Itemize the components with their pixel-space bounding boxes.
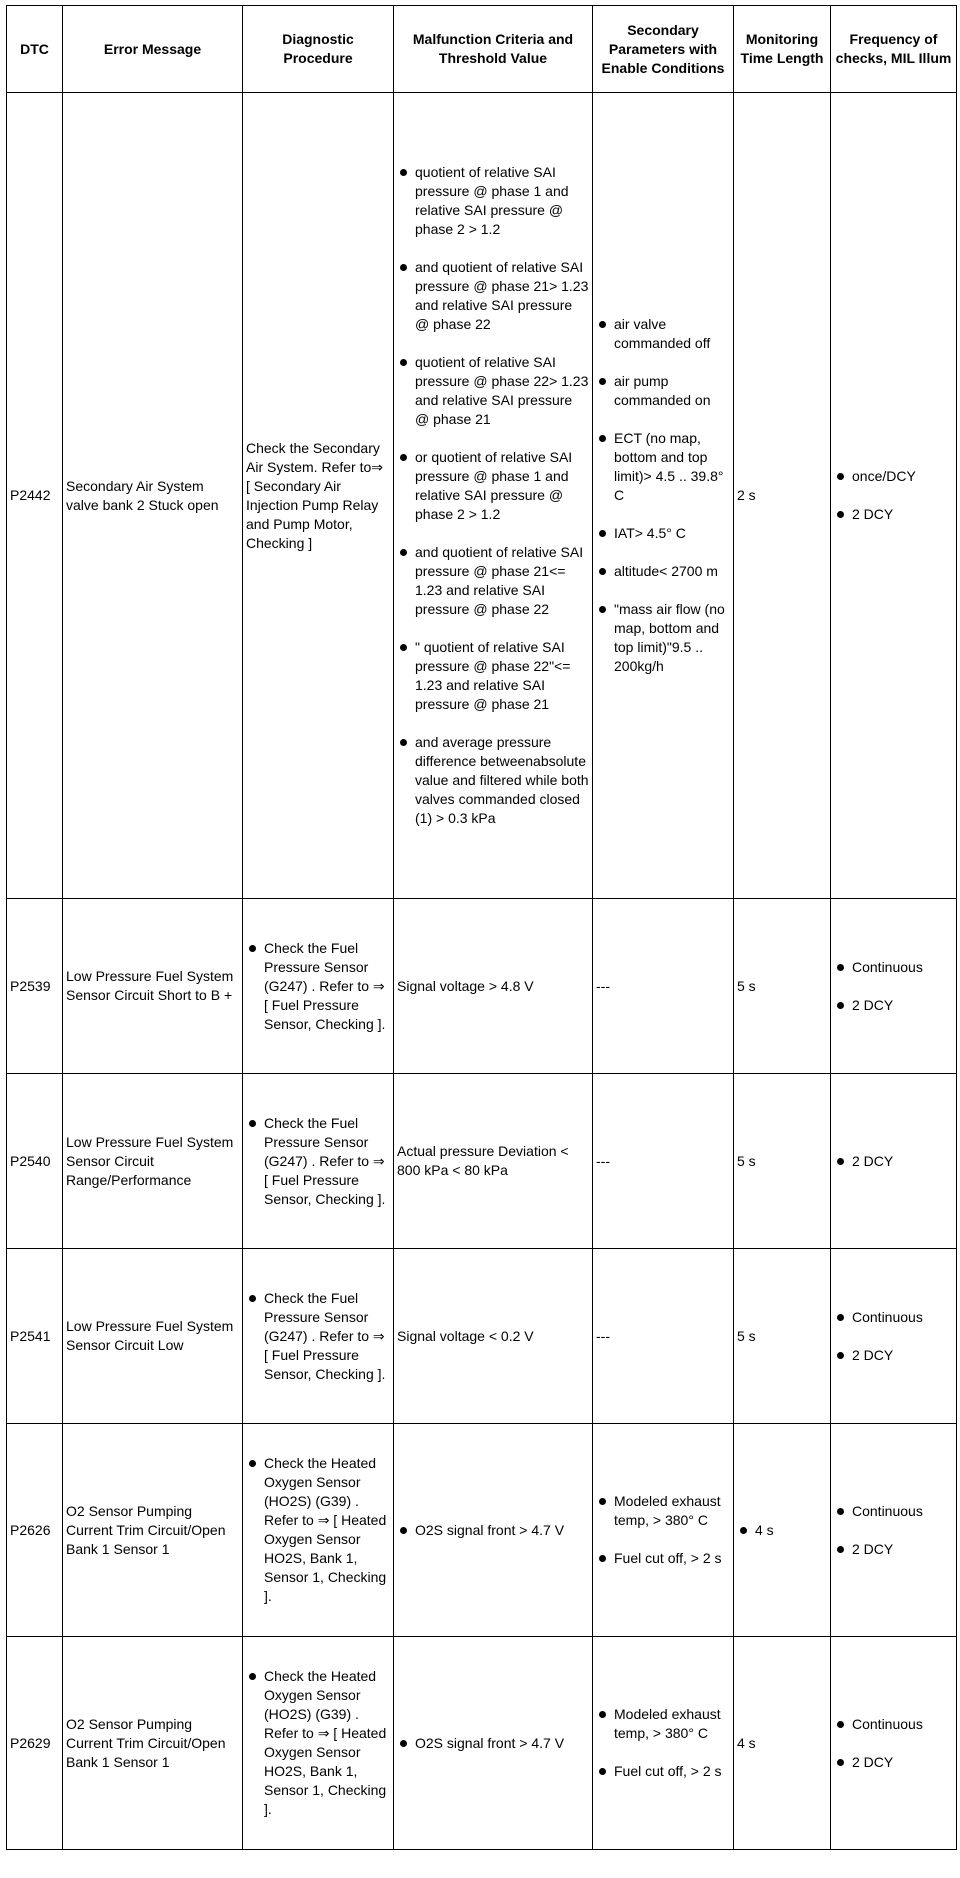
dtc-code: P2626 [7,1424,63,1637]
dtc-code: P2540 [7,1074,63,1249]
malfunction-criteria: Actual pressure Deviation < 800 kPa < 80 kPa [394,1074,593,1249]
list-item: and quotient of relative SAI pressure @ phase 21> 1.23 and relative SAI pressure @ phase 22 [397,258,589,334]
diagnostic-procedure-list [246,939,390,1034]
frequency [831,1424,957,1637]
dtc-code: P2541 [7,1249,63,1424]
list-item: 2 DCY [834,1753,953,1772]
error-message: O2 Sensor Pumping Current Trim Circuit/Open Bank 1 Sensor 1 [63,1637,243,1850]
list-item: Continuous [834,1502,953,1521]
diagnostic-procedure-list [246,1114,390,1209]
list-item: air valve commanded off [596,315,730,353]
diagnostic-procedure-list [246,1289,390,1384]
frequency [831,899,957,1074]
frequency-list [834,467,953,524]
list-item: or quotient of relative SAI pressure @ phase 1 and relative SAI pressure @ phase 2 > 1.2 [397,448,589,524]
dtc-code: P2539 [7,899,63,1074]
diagnostic-procedure [243,1074,394,1249]
secondary-parameters-list [596,1492,730,1568]
malfunction-criteria-list [397,1521,589,1540]
list-item: Modeled exhaust temp, > 380° C [596,1492,730,1530]
secondary-parameters [593,93,734,899]
monitoring-time [734,1424,831,1637]
list-item: and average pressure difference betweenabsolute value and filtered while both valves commanded closed (1) > 0.3 kPa [397,733,589,828]
frequency-list [834,1308,953,1365]
malfunction-criteria [394,1637,593,1850]
frequency-list [834,958,953,1015]
error-message: Low Pressure Fuel System Sensor Circuit Short to B + [63,899,243,1074]
diagnostic-procedure [243,1249,394,1424]
header-diagnostic-procedure: Diagnostic Procedure [243,6,394,93]
list-item: 2 DCY [834,996,953,1015]
table-row [7,899,957,1074]
malfunction-criteria: Signal voltage > 4.8 V [394,899,593,1074]
list-item: quotient of relative SAI pressure @ phase 22> 1.23 and relative SAI pressure @ phase 21 [397,353,589,429]
list-item: ECT (no map, bottom and top limit)> 4.5 .. 39.8° C [596,429,730,505]
list-item: IAT> 4.5° C [596,524,730,543]
frequency-list [834,1152,953,1171]
list-item: Check the Fuel Pressure Sensor (G247) . Refer to ⇒ [ Fuel Pressure Sensor, Checking ]. [246,1114,390,1209]
list-item: Continuous [834,958,953,977]
malfunction-criteria [394,93,593,899]
list-item: altitude< 2700 m [596,562,730,581]
list-item: 2 DCY [834,1152,953,1171]
diagnostic-procedure [243,1637,394,1850]
list-item: Fuel cut off, > 2 s [596,1549,730,1568]
header-monitoring-time: Monitoring Time Length [734,6,831,93]
monitoring-time-list [737,1521,827,1540]
secondary-parameters: --- [593,1074,734,1249]
list-item: and quotient of relative SAI pressure @ phase 21<= 1.23 and relative SAI pressure @ phase 22 [397,543,589,619]
frequency [831,93,957,899]
frequency-list [834,1715,953,1772]
list-item: Check the Fuel Pressure Sensor (G247) . Refer to ⇒ [ Fuel Pressure Sensor, Checking ]. [246,1289,390,1384]
header-row [7,6,957,93]
frequency-list [834,1502,953,1559]
list-item: Continuous [834,1715,953,1734]
error-message: Low Pressure Fuel System Sensor Circuit Range/Performance [63,1074,243,1249]
header-error-message: Error Message [63,6,243,93]
diagnostic-procedure [243,1424,394,1637]
list-item: Modeled exhaust temp, > 380° C [596,1705,730,1743]
secondary-parameters: --- [593,899,734,1074]
list-item: 4 s [737,1521,827,1540]
header-dtc: DTC [7,6,63,93]
dtc-code: P2629 [7,1637,63,1850]
malfunction-criteria-list [397,163,589,828]
list-item: air pump commanded on [596,372,730,410]
list-item: Continuous [834,1308,953,1327]
monitoring-time: 5 s [734,1074,831,1249]
list-item: Check the Fuel Pressure Sensor (G247) . Refer to ⇒ [ Fuel Pressure Sensor, Checking ]. [246,939,390,1034]
list-item: 2 DCY [834,1346,953,1365]
malfunction-criteria [394,1424,593,1637]
diagnostic-procedure [243,899,394,1074]
secondary-parameters [593,1637,734,1850]
table-row [7,93,957,899]
dtc-table [6,5,957,1850]
malfunction-criteria: Signal voltage < 0.2 V [394,1249,593,1424]
dtc-code: P2442 [7,93,63,899]
table-row [7,1249,957,1424]
table-row [7,1074,957,1249]
monitoring-time: 5 s [734,899,831,1074]
diagnostic-procedure-list [246,1454,390,1606]
secondary-parameters: --- [593,1249,734,1424]
list-item: O2S signal front > 4.7 V [397,1734,589,1753]
error-message: Low Pressure Fuel System Sensor Circuit Low [63,1249,243,1424]
table-row [7,1424,957,1637]
list-item: 2 DCY [834,505,953,524]
header-frequency: Frequency of checks, MIL Illum [831,6,957,93]
monitoring-time: 4 s [734,1637,831,1850]
list-item: once/DCY [834,467,953,486]
header-secondary-parameters: Secondary Parameters with Enable Conditions [593,6,734,93]
list-item: quotient of relative SAI pressure @ phase 1 and relative SAI pressure @ phase 2 > 1.2 [397,163,589,239]
secondary-parameters-list [596,315,730,676]
diagnostic-procedure-list [246,1667,390,1819]
monitoring-time: 2 s [734,93,831,899]
monitoring-time: 5 s [734,1249,831,1424]
list-item: "mass air flow (no map, bottom and top limit)"9.5 .. 200kg/h [596,600,730,676]
table-row [7,1637,957,1850]
list-item: Check the Heated Oxygen Sensor (HO2S) (G39) . Refer to ⇒ [ Heated Oxygen Sensor HO2S, Bank 1, Sensor 1, Checking ]. [246,1667,390,1819]
list-item: Check the Heated Oxygen Sensor (HO2S) (G39) . Refer to ⇒ [ Heated Oxygen Sensor HO2S, Bank 1, Sensor 1, Checking ]. [246,1454,390,1606]
error-message: Secondary Air System valve bank 2 Stuck open [63,93,243,899]
list-item: O2S signal front > 4.7 V [397,1521,589,1540]
error-message: O2 Sensor Pumping Current Trim Circuit/Open Bank 1 Sensor 1 [63,1424,243,1637]
frequency [831,1249,957,1424]
list-item: 2 DCY [834,1540,953,1559]
frequency [831,1074,957,1249]
header-malfunction-criteria: Malfunction Criteria and Threshold Value [394,6,593,93]
list-item: Fuel cut off, > 2 s [596,1762,730,1781]
list-item: " quotient of relative SAI pressure @ phase 22"<= 1.23 and relative SAI pressure @ phase 21 [397,638,589,714]
secondary-parameters [593,1424,734,1637]
frequency [831,1637,957,1850]
malfunction-criteria-list [397,1734,589,1753]
secondary-parameters-list [596,1705,730,1781]
diagnostic-procedure: Check the Secondary Air System. Refer to⇒ [ Secondary Air Injection Pump Relay and Pump Motor, Checking ] [243,93,394,899]
